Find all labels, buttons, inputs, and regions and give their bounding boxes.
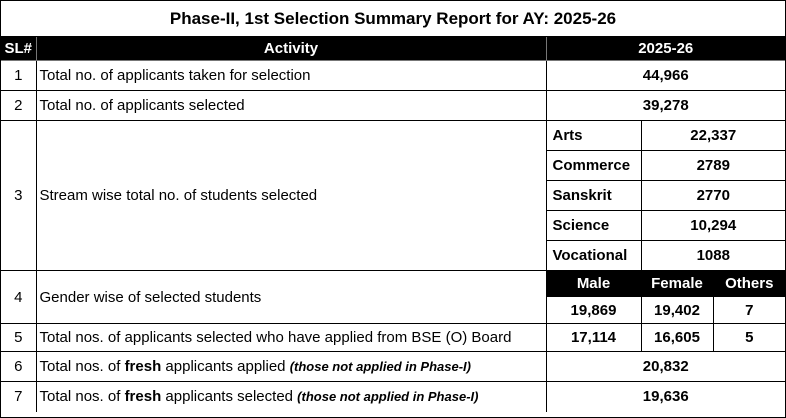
gender-value-female: 19,402 bbox=[641, 297, 713, 324]
stream-name: Sanskrit bbox=[546, 181, 641, 211]
activity-note: (those not applied in Phase-I) bbox=[297, 389, 479, 405]
table-row bbox=[1, 91, 785, 121]
stream-value: 10,294 bbox=[641, 211, 785, 241]
gender-header-male: Male bbox=[546, 271, 641, 297]
stream-value: 22,337 bbox=[641, 121, 785, 151]
gender-header-others: Others bbox=[713, 271, 785, 297]
stream-name: Arts bbox=[546, 121, 641, 151]
row-activity bbox=[36, 382, 546, 412]
table-row-gender-header bbox=[1, 271, 785, 297]
row-value: 19,636 bbox=[546, 382, 785, 412]
bse-value-male: 17,114 bbox=[546, 324, 641, 352]
stream-name: Commerce bbox=[546, 151, 641, 181]
stream-value: 1088 bbox=[641, 241, 785, 271]
activity-note: (those not applied in Phase-I) bbox=[289, 359, 471, 374]
report-title: Phase-II, 1st Selection Summary Report for AY: 2025-26 bbox=[1, 1, 785, 37]
row-sl: 6 bbox=[1, 352, 36, 382]
activity-mid: applicants applied bbox=[161, 358, 290, 375]
bse-value-others: 5 bbox=[713, 324, 785, 352]
row-sl: 1 bbox=[1, 61, 36, 91]
stream-name: Science bbox=[546, 211, 641, 241]
row-activity: Total nos. of applicants selected who have applied from BSE (O) Board bbox=[36, 324, 546, 352]
row-sl: 2 bbox=[1, 91, 36, 121]
gender-value-male: 19,869 bbox=[546, 297, 641, 324]
activity-emphasis: fresh bbox=[124, 358, 162, 375]
activity-prefix: Total nos. of bbox=[39, 388, 125, 406]
table-row bbox=[1, 324, 785, 352]
row-activity: Gender wise of selected students bbox=[36, 271, 546, 324]
table-row-stream bbox=[1, 121, 785, 151]
row-sl: 7 bbox=[1, 382, 36, 412]
table-header-row bbox=[1, 37, 785, 61]
row-value: 39,278 bbox=[546, 91, 785, 121]
gender-header-female: Female bbox=[641, 271, 713, 297]
table-row bbox=[1, 352, 785, 382]
header-sl: SL# bbox=[1, 37, 36, 61]
stream-name: Vocational bbox=[546, 241, 641, 271]
bse-value-female: 16,605 bbox=[641, 324, 713, 352]
stream-value: 2770 bbox=[641, 181, 785, 211]
row-value: 44,966 bbox=[546, 61, 785, 91]
stream-value: 2789 bbox=[641, 151, 785, 181]
summary-table bbox=[1, 37, 785, 412]
row-sl: 3 bbox=[1, 121, 36, 271]
gender-value-others: 7 bbox=[713, 297, 785, 324]
row-sl: 4 bbox=[1, 271, 36, 324]
table-row bbox=[1, 61, 785, 91]
row-activity: Total no. of applicants taken for selection bbox=[36, 61, 546, 91]
table-row bbox=[1, 382, 785, 412]
activity-prefix: Total nos. of bbox=[39, 358, 125, 375]
row-sl: 5 bbox=[1, 324, 36, 352]
activity-mid: applicants selected bbox=[161, 388, 298, 406]
activity-emphasis: fresh bbox=[124, 388, 162, 406]
row-value: 20,832 bbox=[546, 352, 785, 382]
header-year: 2025-26 bbox=[546, 37, 785, 61]
row-activity: Total no. of applicants selected bbox=[36, 91, 546, 121]
header-activity: Activity bbox=[36, 37, 546, 61]
row-activity bbox=[36, 352, 546, 382]
row-activity: Stream wise total no. of students selected bbox=[36, 121, 546, 271]
